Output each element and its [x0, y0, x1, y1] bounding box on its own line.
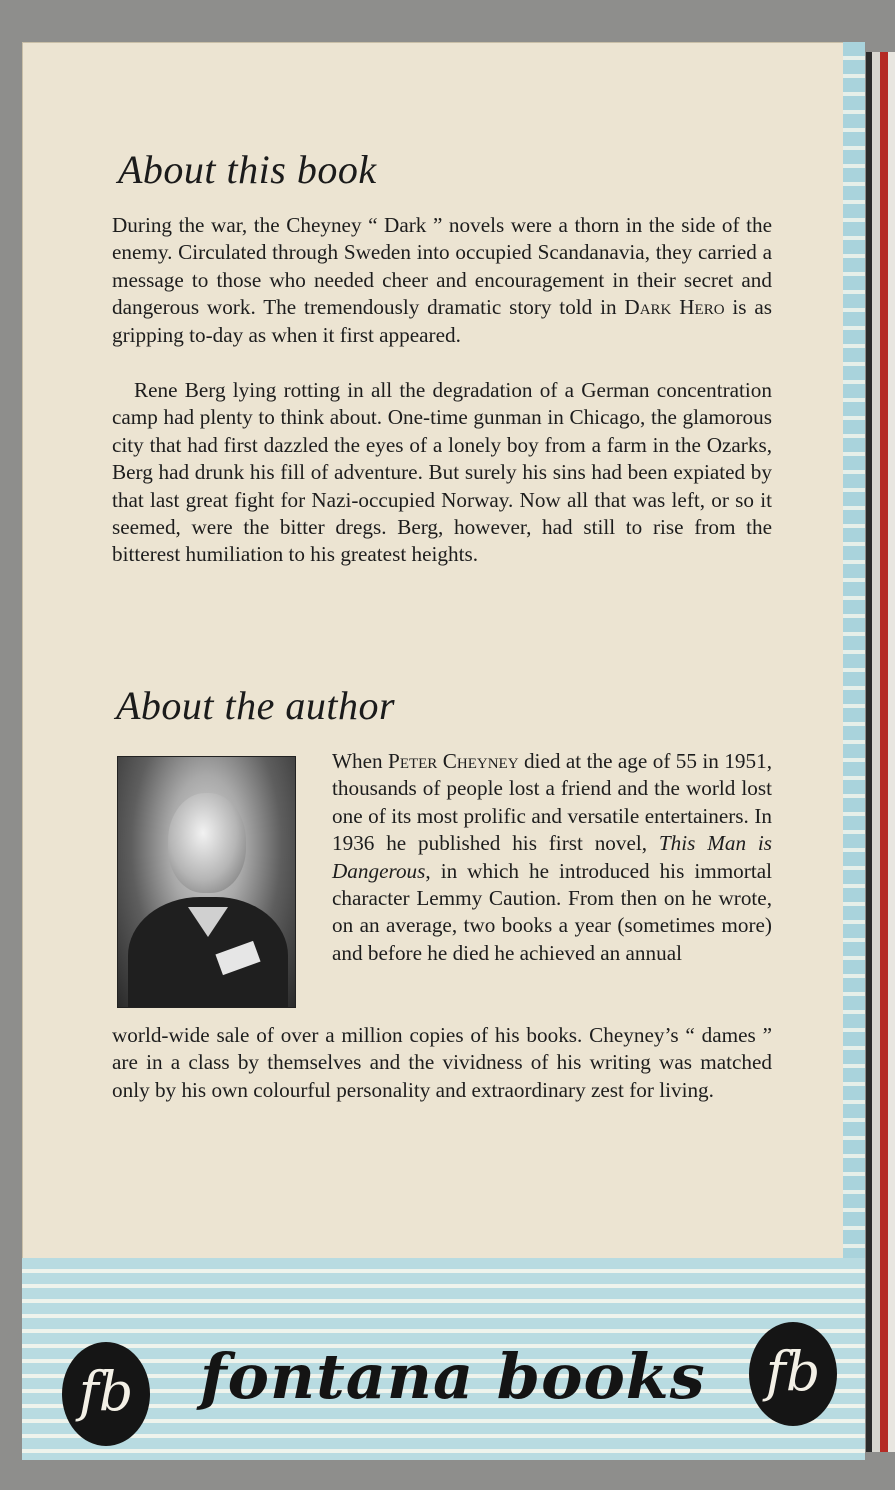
- back-cover: [22, 42, 865, 1460]
- about-author-paragraph: When Peter Cheyney died at the age of 55 in 1951, thousands of people lost a friend and the world lost one of its most prolific and versatile entertainers. In 1936 he published his first novel, This Man is Dangerous, in which he introduced his immortal character Lemmy Caution. From then on he wrote, on an average, two books a year (sometimes more) and before he died he achieved an annual: [332, 749, 773, 965]
- fontana-logo-right: fb: [749, 1322, 837, 1426]
- author-name: Peter Cheyney: [388, 749, 519, 773]
- about-book-heading: About this book: [118, 147, 377, 192]
- about-author-heading: About the author: [116, 683, 396, 728]
- about-book-paragraph-1: During the war, the Cheyney “ Dark ” novels were a thorn in the side of the enemy. Circulated through Sweden into occupied Scandanavia, they carried a message to those who needed cheer and encouragement in their secret and dangerous work. The tremendously dramatic story told in Dark Hero is as gripping to-day as when it first appeared.: [112, 213, 772, 347]
- about-author-paragraph-continued: world-wide sale of over a million copies of his books. Cheyney’s “ dames ” are in a class by themselves and the vividness of his writing was matched only by his own colourful personality and extraordinary zest for living.: [112, 1023, 772, 1102]
- book-title: Dark Hero: [624, 295, 725, 320]
- novel-title: This Man is Dangerous: [332, 831, 772, 883]
- author-photo: [117, 756, 296, 1008]
- cover-edge-stripe: [843, 42, 865, 1258]
- about-book-paragraph-2: Rene Berg lying rotting in all the degradation of a German concentration camp had plenty to think about. One-time gunman in Chicago, the glamorous city that had first dazzled the eyes of a lonely boy from a farm in the Ozarks, Berg had drunk his fill of adventure. But surely his sins had been expiated by that last great fight for Nazi-occupied Norway. Now all that was left, or so it seemed, were the bitter dregs. Berg, however, had still to rise from the bitterest humiliation to his greatest heights.: [112, 378, 772, 567]
- fontana-logo-left: fb: [62, 1342, 150, 1446]
- publisher-name: fontana books: [200, 1340, 706, 1413]
- book-spine-edge: [866, 52, 895, 1452]
